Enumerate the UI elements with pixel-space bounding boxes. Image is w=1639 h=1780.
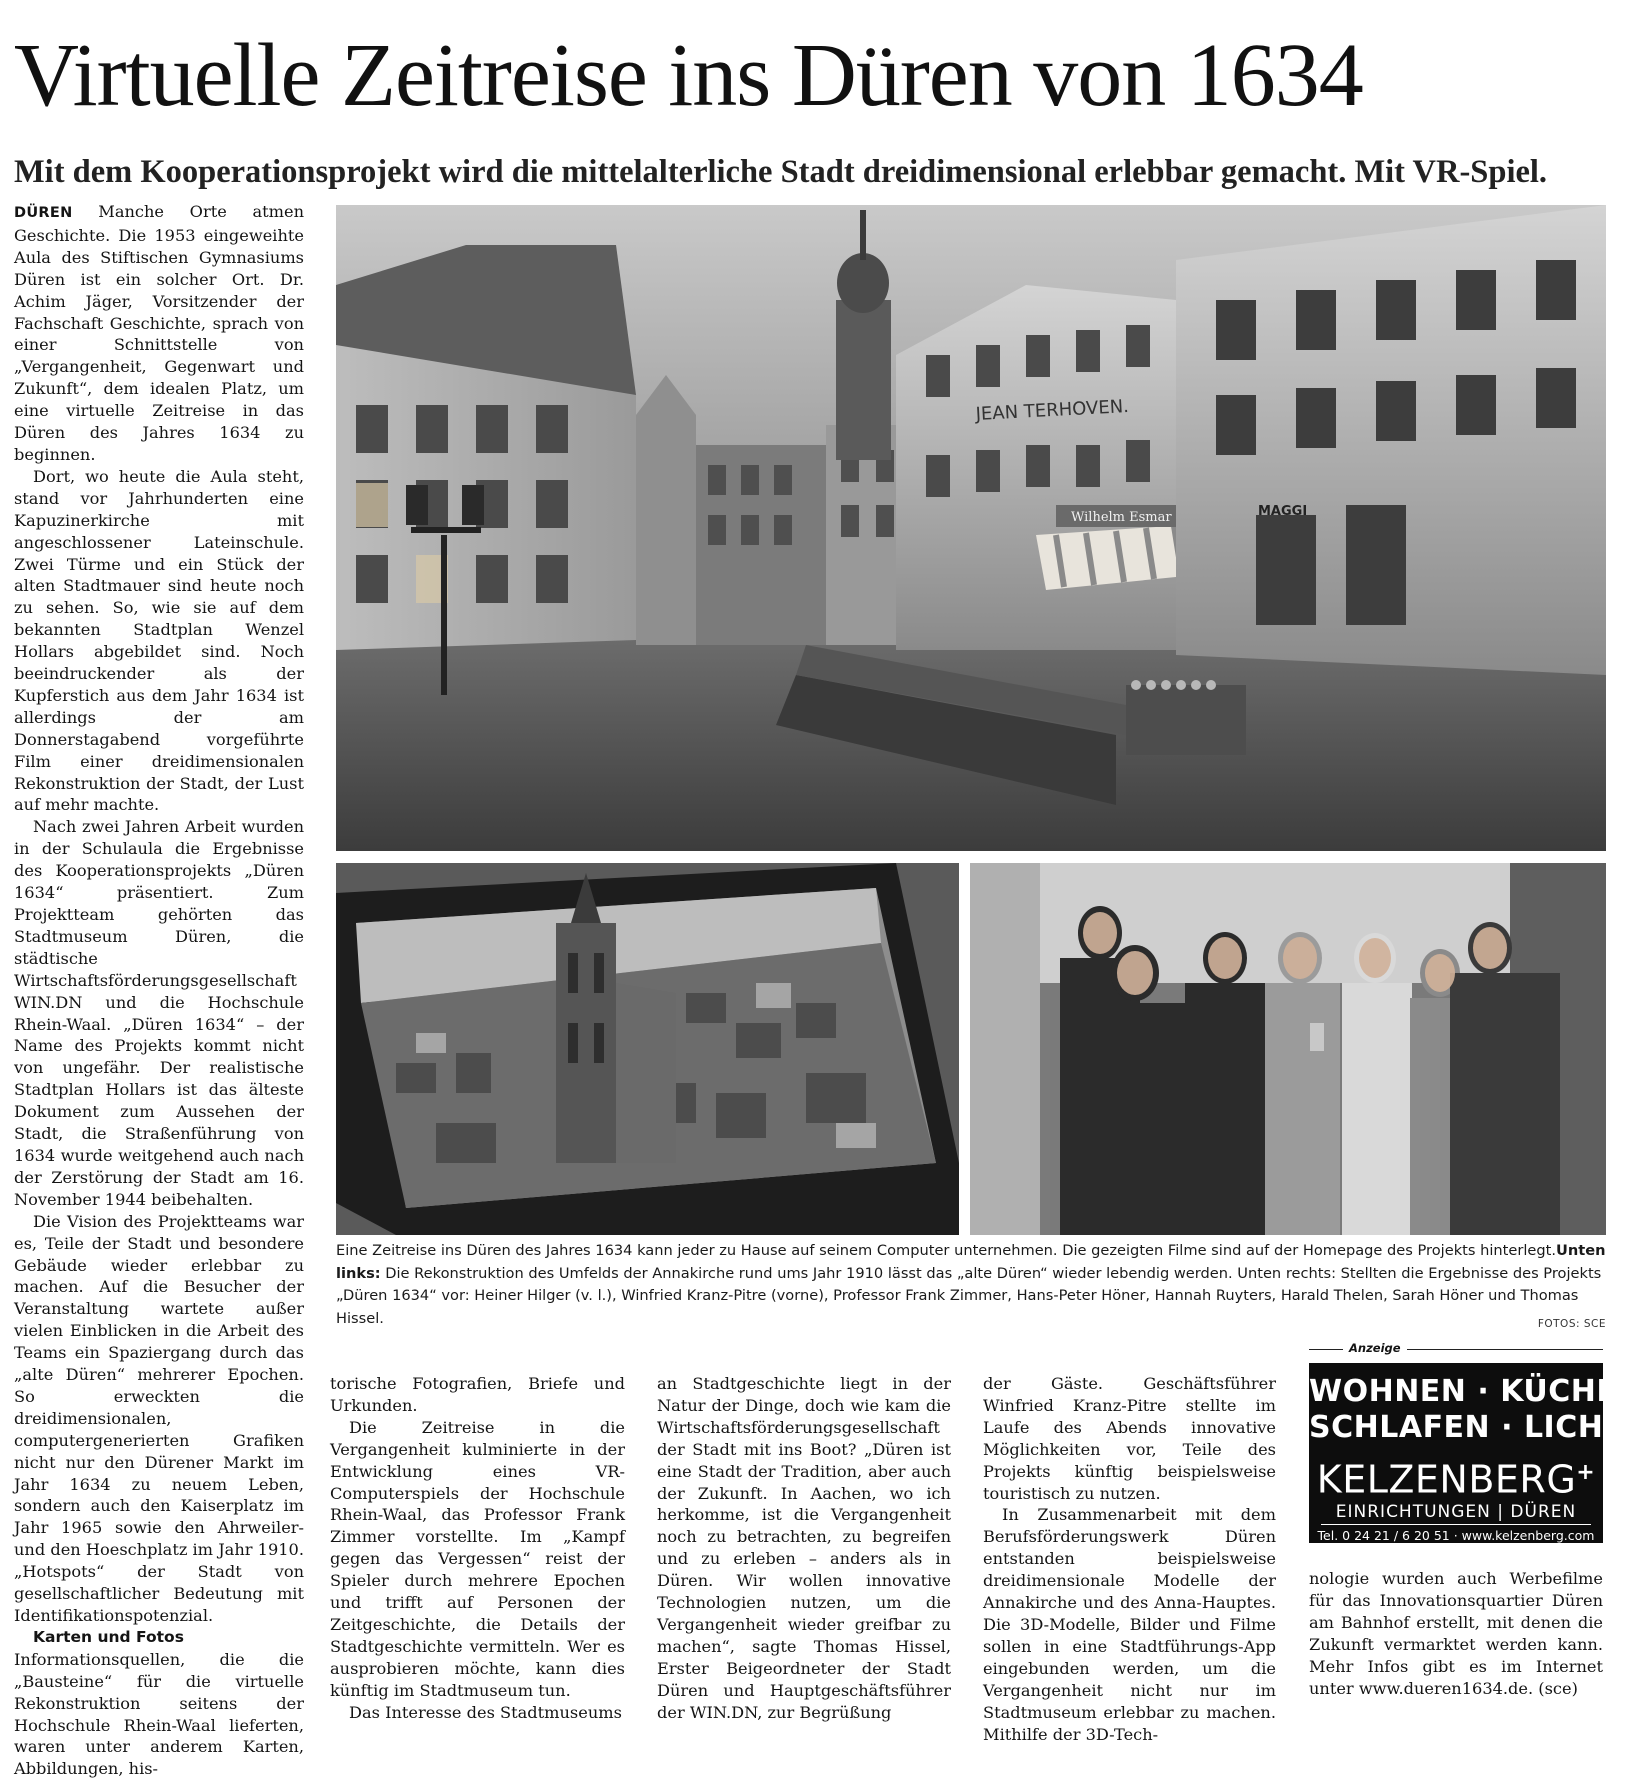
- paragraph: Nach zwei Jahren Arbeit wurden in der Schulaula die Ergebnisse des Kooperationsprojekts „Düren 1634“ präsentiert. Zum Projektteam gehörten das Stadtmuseum Düren, die städtische Wirtschaftsförderungsgesellschaft WIN.DN und die Hochschule Rhein-Waal. „Düren 1634“ – der Name des Projekts kommt nicht von ungefähr. Der realistische Stadtplan Hollars ist das älteste Dokument zum Aussehen der Stadt, die Straßenführung von 1634 wurde weitgehend auch nach der Zerstörung der Stadt am 16. November 1944 beibehalten.: [14, 817, 304, 1209]
- caption-text: Eine Zeitreise ins Düren des Jahres 1634 kann jeder zu Hause auf seinem Computer unternehmen. Die gezeigten Filme sind auf der Homepage des Projekts hinterlegt.: [336, 1242, 1557, 1259]
- paragraph: [14, 201, 304, 466]
- ad-brand: [1309, 1451, 1603, 1502]
- paragraph: Das Interesse des Stadtmuseums: [349, 1702, 622, 1722]
- shop-sign-text: JEAN TERHOVEN.: [975, 395, 1130, 425]
- caption-text: Die Rekonstruktion des Umfelds der Annakirche rund ums Jahr 1910 lässt das „alte Düren“ wieder lebendig werden. Unten rechts: Stellten die Ergebnisse des Projekts „Düren 1634“ vor: Heiner Hilger (v. l.), Winfried Kranz-Pitre (vorne), Professor Frank Zimmer, Hans-Peter Höner, Hannah Ruyters, Harald Thelen, Sarah Höner und Thomas Hissel.: [336, 1264, 1602, 1327]
- project-team-photo: [970, 863, 1606, 1235]
- ad-brand-name: KELZENBERG: [1316, 1457, 1577, 1502]
- paragraph: nologie wurden auch Werbefilme für das Innovationsquartier Düren am Bahnhof erstellt, mit denen die Zukunft vermarktet werden kann. Mehr Infos gibt es im Internet unter www.dueren1634.de. (sce): [1309, 1569, 1603, 1698]
- shop-sign-text: Wilhelm Esmar: [1071, 510, 1172, 525]
- article-column-4: [983, 1373, 1276, 1745]
- ad-label-text: Anzeige: [1343, 1341, 1407, 1355]
- headline: Virtuelle Zeitreise ins Düren von 1634: [14, 26, 1363, 125]
- subheadline: Mit dem Kooperationsprojekt wird die mittelalterliche Stadt dreidimensional erlebbar gemacht. Mit VR-Spiel.: [14, 154, 1548, 190]
- caption-label: Unten links:: [336, 1242, 1606, 1282]
- ad-brand-mark: +: [1576, 1460, 1596, 1485]
- paragraph: torische Fotografien, Briefe und Urkunden.: [330, 1374, 625, 1415]
- paragraph: Die Vision des Projektteams war es, Teile der Stadt und besondere Gebäude wieder erlebbar zu machen. Auf die Besucher der Veranstaltung wartete außer vielen Einblicken in die Arbeit des Teams ein Spaziergang durch das „alte Düren“ mehrerer Epochen. So erweckten die dreidimensionalen, computergenerierten Grafiken nicht nur den Dürener Markt im Jahr 1634 zu neuem Leben, sondern auch den Kaiserplatz im Jahr 1965 sowie den Ahrweiler- und den Hoeschplatz im Jahr 1910. „Hotspots“ der Stadt von gesellschaftlicher Bedeutung mit Identifikationspotenzial.: [14, 1211, 304, 1625]
- paragraph: Die Zeitreise in die Vergangenheit kulminierte in der Entwicklung eines VR-Computerspiels der Hochschule Rhein-Waal, das Professor Frank Zimmer vorstellte. Im „Kampf gegen das Vergessen“ reist der Spieler durch mehrere Epochen und trifft auf Personen der Zeitgeschichte, die Details der Stadtgeschichte vermitteln. Wer es ausprobieren möchte, kann dies künftig im Stadtmuseum tun.: [330, 1417, 625, 1700]
- photo-credit: FOTOS: SCE: [1537, 1318, 1606, 1330]
- ad-separator: [1321, 1524, 1591, 1525]
- ad-subline: EINRICHTUNGEN | DÜREN: [1335, 1501, 1577, 1522]
- ad-label: [1309, 1341, 1603, 1357]
- article-column-2: [330, 1373, 625, 1724]
- article-column-5: [1309, 1568, 1603, 1699]
- paragraph: In Zusammenarbeit mit dem Berufsförderungswerk Düren entstanden beispielsweise dreidimensionale Modelle der Annakirche und des Anna-Hauptes. Die 3D-Modelle, Bilder und Filme sollen in eine Stadtführungs-App eingebunden werden, um die Vergangenheit nicht nur im Stadtmuseum erlebbar zu machen. Mithilfe der 3D-Tech-: [983, 1505, 1276, 1744]
- paragraph-text: Manche Orte atmen Geschichte. Die 1953 eingeweihte Aula des Stiftischen Gymnasiums Düren ist ein solcher Ort. Dr. Achim Jäger, Vorsitzender der Fachschaft Geschichte, sprach von einer Schnittstelle von „Vergangenheit, Gegenwart und Zukunft“, dem idealen Platz, um eine virtuelle Zeitreise in das Düren des Jahres 1634 zu beginnen.: [14, 202, 304, 464]
- ad-line-2: SCHLAFEN · LICHT: [1309, 1410, 1625, 1445]
- article-column-1: [14, 201, 304, 1780]
- town-square-render-photo: [336, 205, 1606, 851]
- paragraph: Informationsquellen, die die „Bausteine“ für die virtuelle Rekonstruktion seitens der Hochschule Rhein-Waal lieferten, waren unter anderem Karten, Abbildungen, his-: [14, 1649, 304, 1779]
- ad-line-1: WOHNEN · KÜCHE: [1309, 1374, 1618, 1409]
- paragraph: Dort, wo heute die Aula steht, stand vor Jahrhunderten eine Kapuzinerkirche mit angeschlossener Lateinschule. Zwei Türme und ein Stück der alten Stadtmauer sind heute noch zu sehen. So, wie sie auf dem bekannten Stadtplan Wenzel Hollars abgebildet sind. Noch beeindruckender als der Kupferstich aus dem Jahr 1634 ist allerdings der am Donnerstagabend vorgeführte Film einer dreidimensionalen Rekonstruktion der Stadt, der Lust auf mehr machte.: [14, 466, 304, 815]
- shop-sign-text: MAGGI: [1258, 504, 1308, 519]
- kelzenberg-advertisement[interactable]: [1309, 1363, 1625, 1543]
- section-heading: Karten und Fotos: [33, 1627, 184, 1646]
- dateline: DÜREN: [14, 205, 73, 221]
- paragraph: der Gäste. Geschäftsführer Winfried Kranz-Pitre stellte im Laufe des Abends innovative Möglichkeiten vor, Teile des Projekts künftig beispielsweise touristisch zu nutzen.: [983, 1374, 1276, 1503]
- project-team-image: [970, 863, 1606, 1235]
- paragraph: an Stadtgeschichte liegt in der Natur der Dinge, doch wie kam die Wirtschaftsförderungsgesellschaft der Stadt mit ins Boot? „Düren ist eine Stadt der Tradition, aber auch der Zukunft. In Aachen, wo ich herkomme, ist die Vergangenheit noch zu betrachten, zu begreifen und zu erleben – anders als in Düren. Wir wollen innovative Technologien nutzen, um die Vergangenheit wieder greifbar zu machen“, sagte Thomas Hissel, Erster Beigeordneter der Stadt Düren und Hauptgeschäftsführer der WIN.DN, zur Begrüßung: [657, 1374, 951, 1722]
- ad-contact: Tel. 0 24 21 / 6 20 51 · www.kelzenberg.com: [1317, 1527, 1595, 1543]
- annakirche-reconstruction-image: [336, 863, 959, 1235]
- town-square-render-image: [336, 205, 1606, 851]
- annakirche-reconstruction-photo: [336, 863, 959, 1235]
- article-column-3: [657, 1373, 951, 1724]
- photo-caption: [336, 1240, 1606, 1330]
